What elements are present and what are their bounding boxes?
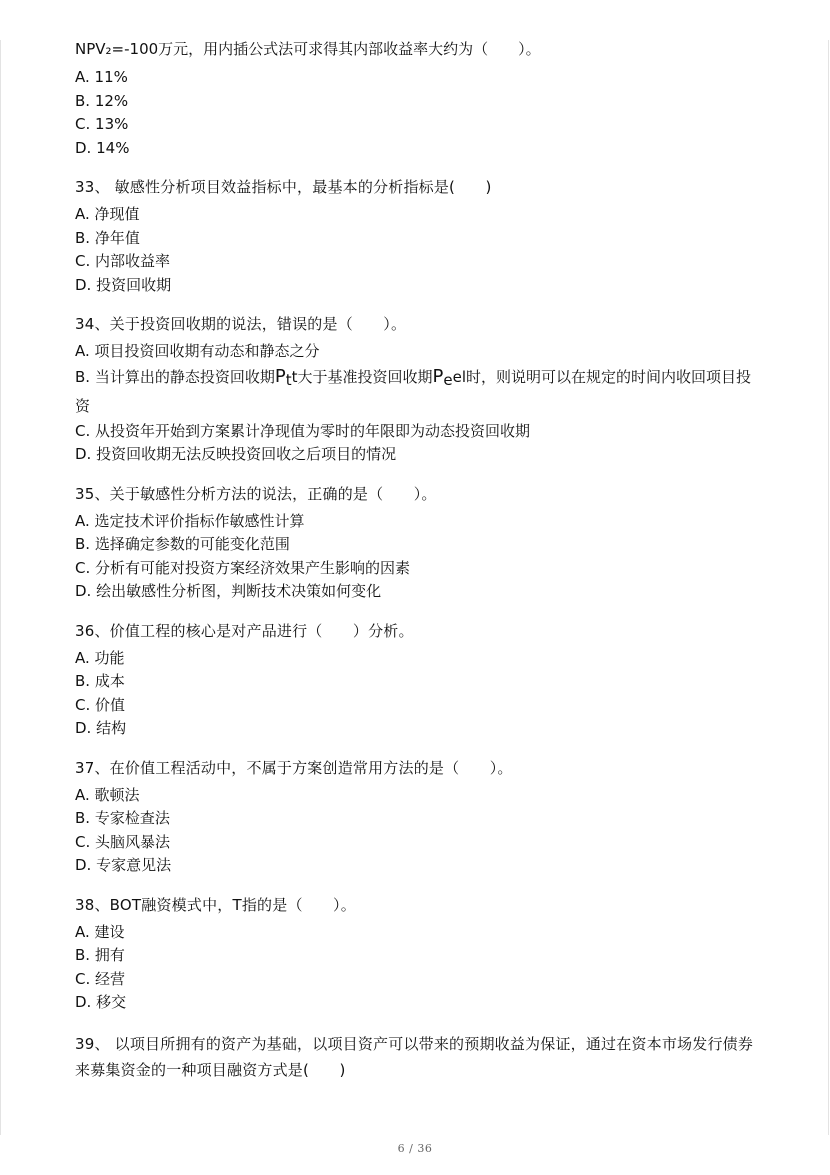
option-letter: A. <box>75 922 90 941</box>
option-text: 移交 <box>96 993 127 1011</box>
symbol-p: P <box>432 365 444 387</box>
option-list <box>75 340 765 467</box>
option-text: 选择确定参数的可能变化范围 <box>94 535 290 553</box>
question-stem: 33、 敏感性分析项目效益指标中，最基本的分析指标是( ) <box>75 178 492 196</box>
option-b <box>75 533 765 557</box>
question-stem: 39、 以项目所拥有的资产为基础，以项目资产可以带来的预期收益为保证，通过在资本市场发行债券来募集资金的一种项目融资方式是( ) <box>75 1034 754 1079</box>
option-d <box>75 991 765 1015</box>
option-letter: D. <box>75 582 92 600</box>
option-letter: D. <box>75 856 92 874</box>
option-text: 绘出敏感性分析图，判断技术决策如何变化 <box>96 582 382 600</box>
option-a <box>75 340 765 364</box>
option-text: 投资回收期 <box>96 275 172 294</box>
option-list <box>75 921 765 1015</box>
option-c <box>75 694 765 718</box>
option-letter: A. <box>75 205 90 223</box>
option-text-post: 时，则说明可以在规定的时间内收回项目投资 <box>75 367 752 415</box>
option-text: 专家检查法 <box>94 809 170 827</box>
question-39 <box>75 1031 765 1083</box>
option-c <box>75 968 765 992</box>
option-list <box>75 647 765 741</box>
option-letter: B. <box>75 228 91 247</box>
question-stem: 34、关于投资回收期的说法，错误的是（ ）。 <box>75 315 407 333</box>
option-letter: C. <box>75 558 91 577</box>
option-d <box>75 443 765 467</box>
option-text: 14% <box>96 138 130 157</box>
option-d <box>75 274 765 298</box>
question-stem: 37、在价值工程活动中，不属于方案创造常用方法的是（ ）。 <box>75 758 513 777</box>
option-a <box>75 784 765 808</box>
page-border-right <box>828 40 829 1135</box>
option-text: 结构 <box>96 719 127 737</box>
option-c <box>75 250 765 274</box>
option-text: 歌顿法 <box>94 785 140 804</box>
option-text: 投资回收期无法反映投资回收之后项目的情况 <box>96 445 397 463</box>
option-text: 选定技术评价指标作敏感性计算 <box>94 511 305 530</box>
option-text: 价值 <box>95 695 126 714</box>
option-text: 拥有 <box>94 946 125 964</box>
document-content <box>75 38 765 1099</box>
question-34 <box>75 313 765 467</box>
question-36 <box>75 620 765 741</box>
option-letter: A. <box>75 785 90 804</box>
symbol-tail: t <box>291 367 298 386</box>
option-letter: A. <box>75 68 90 86</box>
option-list <box>75 203 765 297</box>
option-text: 13% <box>95 115 129 133</box>
option-letter: D. <box>75 275 92 294</box>
option-text: 从投资年开始到方案累计净现值为零时的年限即为动态投资回收期 <box>95 421 531 440</box>
option-d <box>75 854 765 878</box>
option-list <box>75 66 765 160</box>
question-38 <box>75 894 765 1015</box>
option-b <box>75 364 765 420</box>
option-text: 专家意见法 <box>96 856 172 874</box>
option-a <box>75 921 765 945</box>
option-text-mid: 大于基准投资回收期 <box>297 367 433 386</box>
option-letter: A. <box>75 342 90 360</box>
question-33 <box>75 176 765 297</box>
option-text: 内部收益率 <box>95 252 171 270</box>
option-letter: C. <box>75 969 91 988</box>
option-text: 功能 <box>94 648 125 667</box>
page-indicator: 6 / 36 <box>397 1142 433 1155</box>
option-d <box>75 580 765 604</box>
option-c <box>75 557 765 581</box>
option-letter: A. <box>75 648 90 667</box>
option-text: 建设 <box>94 922 125 941</box>
option-text: 净年值 <box>94 228 140 247</box>
option-letter: B. <box>75 91 91 110</box>
option-list <box>75 510 765 604</box>
option-text: 净现值 <box>94 205 140 223</box>
option-b <box>75 944 765 968</box>
option-b <box>75 227 765 251</box>
symbol-subscript: t <box>285 370 292 389</box>
option-letter: B. <box>75 809 91 827</box>
question-stem: 35、关于敏感性分析方法的说法，正确的是（ ）。 <box>75 484 437 503</box>
symbol-subscript: e <box>443 370 453 389</box>
option-text: 分析有可能对投资方案经济效果产生影响的因素 <box>95 558 411 577</box>
option-text: 经营 <box>95 969 126 988</box>
option-text: 项目投资回收期有动态和静态之分 <box>94 342 320 360</box>
option-c <box>75 420 765 444</box>
option-letter: D. <box>75 138 92 157</box>
question-stem: NPV₂=-100万元，用内插公式法可求得其内部收益率大约为（ ）。 <box>75 40 541 58</box>
option-text: 12% <box>94 91 129 110</box>
option-letter: B. <box>75 672 91 690</box>
question-37 <box>75 757 765 878</box>
option-text-pre: 当计算出的静态投资回收期 <box>94 367 275 386</box>
question-stem: 38、BOT融资模式中，T指的是（ ）。 <box>75 895 356 914</box>
option-b <box>75 670 765 694</box>
option-list <box>75 784 765 878</box>
option-text: 头脑风暴法 <box>95 832 171 851</box>
option-letter: C. <box>75 115 91 133</box>
option-letter: C. <box>75 252 91 270</box>
option-letter: C. <box>75 832 91 851</box>
option-d <box>75 137 765 161</box>
option-letter: D. <box>75 719 92 737</box>
option-a <box>75 647 765 671</box>
page-border-left <box>0 40 1 1135</box>
option-b <box>75 90 765 114</box>
option-text: 11% <box>94 68 128 86</box>
option-letter: B. <box>75 946 91 964</box>
option-letter: A. <box>75 511 90 530</box>
question-32-continuation <box>75 38 765 160</box>
symbol-p: P <box>274 365 286 387</box>
question-35 <box>75 483 765 604</box>
option-letter: C. <box>75 695 91 714</box>
option-letter: D. <box>75 445 92 463</box>
option-c <box>75 831 765 855</box>
option-letter: B. <box>75 367 91 386</box>
option-d <box>75 717 765 741</box>
option-a <box>75 203 765 227</box>
option-c <box>75 113 765 137</box>
option-a <box>75 510 765 534</box>
symbol-tail: el <box>452 367 467 386</box>
option-letter: D. <box>75 993 92 1011</box>
question-stem: 36、价值工程的核心是对产品进行（ ）分析。 <box>75 621 414 640</box>
option-letter: C. <box>75 421 91 440</box>
option-b <box>75 807 765 831</box>
option-a <box>75 66 765 90</box>
option-text: 成本 <box>94 672 125 690</box>
option-letter: B. <box>75 535 91 553</box>
